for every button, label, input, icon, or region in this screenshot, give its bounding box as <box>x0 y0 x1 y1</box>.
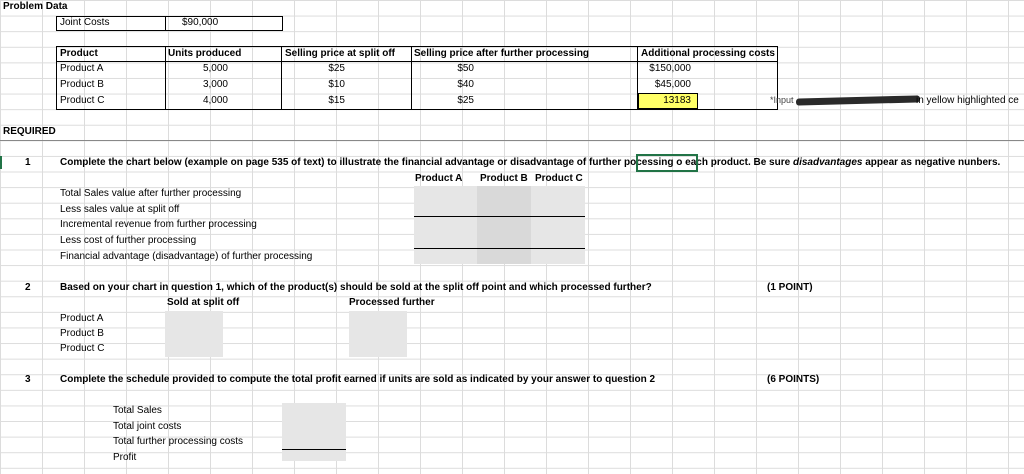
q2-number: 2 <box>25 282 31 293</box>
row-c-additional[interactable]: 13183 <box>663 95 691 106</box>
row-b-price-further[interactable]: $40 <box>457 79 474 90</box>
row-a-additional[interactable]: $150,000 <box>649 63 691 74</box>
product-table-divider-1 <box>165 46 166 109</box>
q3-row-joint-costs: Total joint costs <box>113 421 182 432</box>
required-divider <box>0 140 1024 141</box>
q1-col-product-c: Product C <box>535 173 583 184</box>
q1-input-product-c[interactable] <box>531 186 585 264</box>
col-header-additional[interactable]: Additional processing costs <box>641 48 775 59</box>
q3-points: (6 POINTS) <box>767 374 820 385</box>
q1-input-product-a[interactable] <box>414 186 477 264</box>
scribble-redaction <box>796 95 920 105</box>
col-header-units[interactable]: Units produced <box>168 48 242 59</box>
q1-row-incremental: Incremental revenue from further processing <box>60 219 257 230</box>
q1-row-total-sales: Total Sales value after further processing <box>60 188 242 199</box>
q1-col-product-a: Product A <box>415 173 463 184</box>
joint-costs-value[interactable]: $90,000 <box>182 17 219 28</box>
q3-text: Complete the schedule provided to compute the total profit earned if units are sold as indicated by your answer to question 2 <box>60 374 656 385</box>
q2-input-further[interactable] <box>349 311 407 357</box>
q1-row-less-cost: Less cost of further processing <box>60 235 197 246</box>
note-prefix: *Input <box>770 95 794 105</box>
active-cell-selection[interactable] <box>636 154 698 172</box>
row-b-additional[interactable]: $45,000 <box>654 79 691 90</box>
joint-costs-label[interactable]: Joint Costs <box>60 17 110 28</box>
q1-subtotal-rule <box>414 216 585 217</box>
q2-col-split: Sold at split off <box>167 297 240 308</box>
q1-row-advantage: Financial advantage (disadvantage) of further processing <box>60 251 313 262</box>
q2-product-b: Product B <box>60 328 104 339</box>
row-selection-marker <box>0 156 2 169</box>
active-cell-text: ocessing o <box>630 157 683 168</box>
product-table-divider-3 <box>411 46 412 109</box>
col-header-price-further[interactable]: Selling price after further processing <box>414 48 590 59</box>
product-table-divider-2 <box>281 46 282 109</box>
q3-total-rule <box>282 449 346 450</box>
row-c-units[interactable]: 4,000 <box>202 95 228 106</box>
note-suffix: in yellow highlighted ce <box>916 95 1019 106</box>
col-header-product[interactable]: Product <box>60 48 98 59</box>
q1-total-rule <box>414 248 585 249</box>
row-b-price-split[interactable]: $10 <box>328 79 345 90</box>
col-header-price-split[interactable]: Selling price at split off <box>285 48 396 59</box>
q2-col-further: Processed further <box>349 297 435 308</box>
row-a-product[interactable]: Product A <box>60 63 104 74</box>
q3-number: 3 <box>25 374 31 385</box>
q3-input-column[interactable] <box>282 403 346 461</box>
joint-costs-divider <box>165 16 166 30</box>
q2-product-a: Product A <box>60 313 104 324</box>
q1-row-less-split: Less sales value at split off <box>60 204 180 215</box>
q2-text: Based on your chart in question 1, which of the product(s) should be sold at the split off point and which processed further? <box>60 282 652 293</box>
q2-product-c: Product C <box>60 343 105 354</box>
row-b-units[interactable]: 3,000 <box>202 79 228 90</box>
row-c-price-further[interactable]: $25 <box>457 95 474 106</box>
row-b-product[interactable]: Product B <box>60 79 104 90</box>
q3-row-total-sales: Total Sales <box>113 405 162 416</box>
q1-number: 1 <box>25 157 31 168</box>
q2-points: (1 POINT) <box>767 282 813 293</box>
row-c-price-split[interactable]: $15 <box>328 95 345 106</box>
q3-row-further-costs: Total further processing costs <box>113 436 244 447</box>
q3-row-profit: Profit <box>113 452 137 463</box>
q1-input-product-b[interactable] <box>477 186 531 264</box>
required-label: REQUIRED <box>3 126 56 137</box>
q1-text[interactable]: Complete the chart below (example on page 535 of text) to illustrate the financial advantage or disadvantage of further pocessing o each product. Be sure disadvantages appear as negative nunbers. <box>60 157 1001 168</box>
q1-col-product-b: Product B <box>480 173 528 184</box>
problem-data-title: Problem Data <box>3 1 68 12</box>
row-a-price-further[interactable]: $50 <box>457 63 474 74</box>
q2-input-split[interactable] <box>165 311 223 357</box>
row-c-product[interactable]: Product C <box>60 95 105 106</box>
row-a-units[interactable]: 5,000 <box>202 63 228 74</box>
row-a-price-split[interactable]: $25 <box>328 63 345 74</box>
